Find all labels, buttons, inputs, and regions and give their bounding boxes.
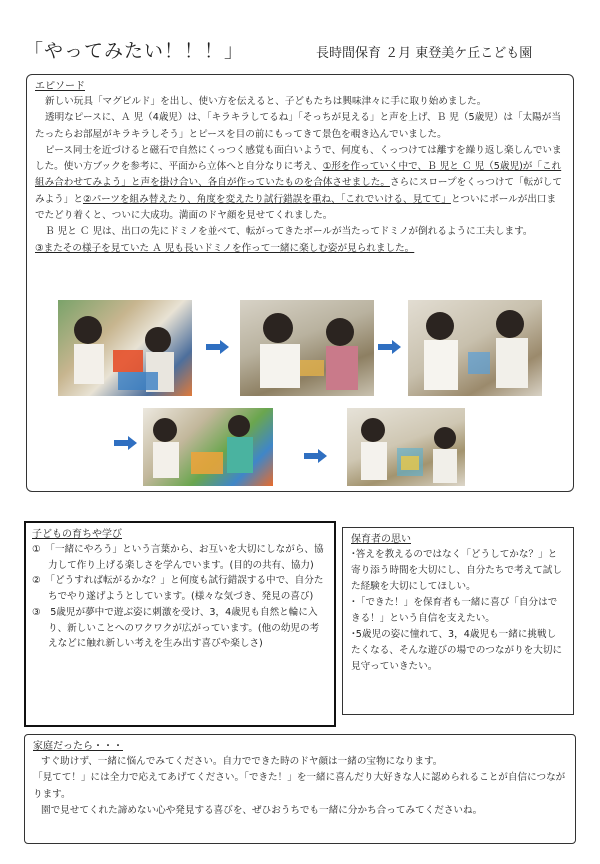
organization-label: 長時間保育 ２月 東登美ケ丘こども園 (316, 46, 533, 61)
photo-5-figures (347, 408, 465, 486)
photo-2-figures (240, 300, 374, 396)
teacher-thoughts-box (342, 527, 574, 715)
episode-paragraph-4: Ｂ 児と Ｃ 児は、出口の先にドミノを並べて、転がってきたボールが当たってドミノが倒れるように工夫します。 (45, 226, 533, 238)
photo-4 (143, 408, 273, 486)
episode-box (26, 74, 574, 492)
growth-item-3: ③ 5歳児が夢中で遊ぶ姿に刺激を受け、3，4歳児も自然と輪に入り、新しいことへのワクワクが広がっています。(他の幼児の考えなどに触れ新しい考えを生み出す喜びや楽しさ) (32, 606, 320, 650)
family-heading: 家庭だったら・・・ (33, 741, 123, 752)
episode-underline-1: ①形を作っていく中で、Ｂ 児と Ｃ 児（5歳児)が「これ組み合わせてみよう」と声を掛け合い、各自が作っていたものを合体させました。 (35, 161, 562, 189)
episode-text: ピース同士を近づけると磁石で自然にくっつく感覚も面白いようで、何度も、くっつけては離すを繰り返し楽しんでいました。使い方ブックを参考に、平面から立体へと自分なりに考え、 (35, 144, 562, 173)
family-box (24, 734, 576, 844)
photo-1 (58, 300, 192, 396)
photo-2 (240, 300, 374, 396)
thoughts-item-1: ･答えを教えるのではなく「どうしてかな？」と寄り添う時間を大切にし、自分たちで考えて試した経験を大切にしてほしい。 (351, 549, 562, 592)
episode-paragraph-2: 透明なピースに、Ａ 児（4歳児）は、「キラキラしてるね」「そっちが見える」と声を上げ、Ｂ 児（5歳児）は「太陽が当たったらお部屋がキラキラしそう」とピースを目の前にもってきて景色を覗き込んでいました。 (35, 112, 561, 140)
episode-underline-3: ③またその様子を見ていた Ａ 児も長いドミノを作って一緒に楽しむ姿が見られました。 (35, 242, 415, 254)
thoughts-item-3: ･5歳児の姿に憧れて、3，4歳児も一緒に挑戦したくなる、そんな遊びの場でのつながりを大切に見守っていきたい。 (351, 629, 563, 672)
photo-3-figures (408, 300, 542, 396)
episode-paragraph-1: 新しい玩具「マグビルド」を出し、使い方を伝えると、子どもたちは興味津々に手に取り始めました。 (45, 96, 487, 107)
growth-item-2: ② 「どうすれば転がるかな？」と何度も試行錯誤する中で、自分たちでやり遂げようとしています。(様々な気づき、発見の喜び) (32, 575, 324, 603)
photo-3 (408, 300, 542, 396)
growth-box (24, 521, 336, 727)
family-paragraph-1: すぐ助けず、一緒に悩んでみてください。自力でできた時のドヤ顔は一緒の宝物になります。 (41, 756, 443, 767)
photo-5 (347, 408, 465, 486)
family-paragraph-2: 「見てて！」には全力で応えてあげてください。「できた！」を一緒に喜んだり大好きな人に認められることが自信につながります。 (33, 772, 566, 800)
thoughts-heading: 保育者の思い (351, 534, 411, 545)
episode-heading: エピソード (35, 81, 85, 92)
growth-item-1: ① 「一緒にやろう」という言葉から、お互いを大切にしながら、協力して作り上げる楽しさを学んでいます。(目的の共有、協力) (32, 544, 324, 571)
page-title: 「やってみたい！！！」 (24, 40, 245, 62)
photo-4-figures (143, 408, 273, 486)
episode-text: とついにボールが出口までたどり着くと、ついに大成功。満面のドヤ顔を見せてくれました。 (35, 193, 557, 222)
thoughts-item-2: ･「できた！」を保育者も一緒に喜び「自分はできる！」という自信を支えたい。 (351, 597, 558, 624)
family-paragraph-3: 園で見せてくれた諦めない心や発見する喜びを、ぜひおうちでも一緒に分かち合ってみてくださいね。 (41, 805, 483, 817)
episode-paragraph-3 (35, 143, 565, 224)
episode-underline-2: ②パーツを組み替えたり、角度を変えたり試行錯誤を重ね、「これでいける、見てて」 (82, 193, 451, 205)
growth-heading: 子どもの育ちや学び (32, 529, 122, 540)
photo-1-figures (58, 300, 192, 396)
episode-text: さらにスロープをくっつけて「転がしてみよう」と (35, 177, 562, 205)
